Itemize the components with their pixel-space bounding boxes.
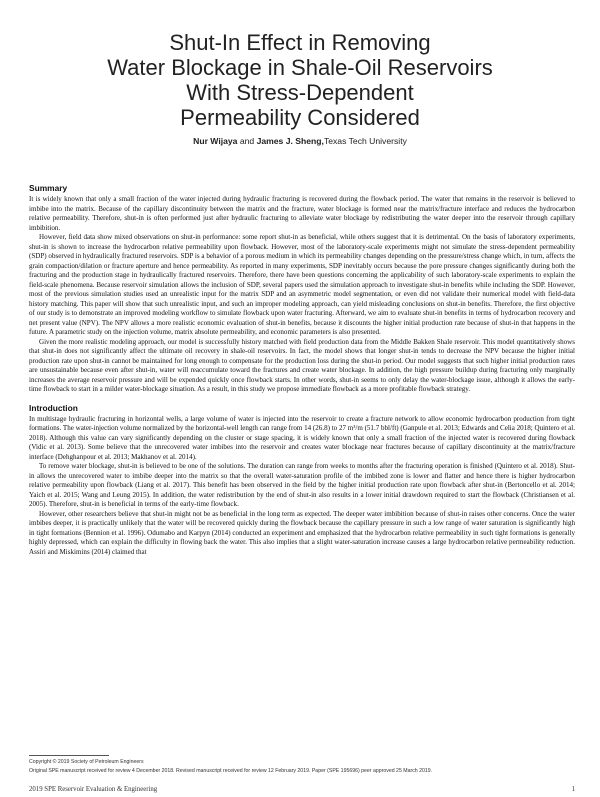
author-1: Nur Wijaya <box>193 136 238 146</box>
copyright-note: Copyright © 2019 Society of Petroleum Engineers <box>29 759 144 765</box>
summary-paragraph-1: It is widely known that only a small fraction of the water injected during hydraulic fracturing is recovered during the flowback period. The water that remains in the reservoir is believed to imbibe into the matrix. Because of the capillary discontinuity between the matrix and the fracture, water blockage is formed near the matrix/fracture interface and reduces the hydrocarbon relative permeability. Therefore, shut-in is often performed just after hydraulic fracturing to alleviate water blockage by redistributing the water deeper into the reservoir through capillary imbibition. <box>29 195 575 232</box>
author-affiliation: Texas Tech University <box>323 136 407 146</box>
introduction-paragraph-2: To remove water blockage, shut-in is believed to be one of the solutions. The duration can range from weeks to months after the fracturing operation is finished (Quintero et al. 2018). Shut-in allows the unrecovered water to imbibe deeper into the matrix so that the overall water-saturation profile of the imbibed zone is lower and flatter and hence there is higher hydrocarbon relative permeability upon flowback (Liang et al. 2017). This benefit has been observed in the field by the higher initial production rate upon flowback after shut-in (Bertoncello et al. 2014; Yaich et al. 2015; Wang and Leung 2015). In addition, the water redistribution by the end of shut-in also results in a lower initial drawdown required to start the flowback (Christiansen et al. 2005). Therefore, shut-in is beneficial in terms of the early-time flowback. <box>29 462 575 508</box>
title-line-2: Water Blockage in Shale-Oil Reservoirs <box>107 55 493 80</box>
manuscript-history-note: Original SPE manuscript received for review 4 December 2018. Revised manuscript received for review 12 February 2019. Paper (SPE 195696) peer approved 25 March 2019. <box>29 768 433 774</box>
page-number: 1 <box>571 786 575 793</box>
title-line-4: Permeability Considered <box>180 105 420 130</box>
author-conjunction: and <box>239 136 255 146</box>
author-line <box>0 136 600 146</box>
page-footer <box>29 786 575 793</box>
paper-body <box>29 183 575 557</box>
introduction-heading: Introduction <box>29 402 78 413</box>
author-2: James J. Sheng, <box>256 136 324 146</box>
introduction-paragraph-1: In multistage hydraulic fracturing in horizontal wells, a large volume of water is injected into the reservoir to create a fracture network to allow economic hydrocarbon production from tight formations. The water-injection volume normalized by the horizontal-well length can range from 14 (26.8) to 27 m³/m (51.7 bbl/ft) (Ganpule et al. 2013; Edwards and Celia 2018; Quintero et al. 2018). Although this value can vary significantly depending on the cluster or stage spacing, it is widely known that only a small fraction of the injected water is recovered during flowback (Vidic et al. 2013). Some believe that the unrecovered water imbibes into the reservoir and creates water blockage near fractures because of capillary discontinuity at the matrix/fracture interface (Dehghanpour et al. 2013; Makhanov et al. 2014). <box>29 414 575 461</box>
summary-paragraph-3: Given the more realistic modeling approach, our model is successfully history matched with field production data from the Middle Bakken Shale reservoir. This model quantitatively shows that shut-in does not significantly affect the ultimate oil recovery in shale-oil reservoirs. In fact, the model shows that longer shut-in tends to decrease the NPV because the higher initial production rate upon shut-in cannot be maintained for long enough to compensate for the production loss during the shut-in period. Our model suggests that such higher initial production rates are unsustainable because even after shut-in, water will reaccumulate toward the fractures and create water blockage. In addition, the high pressure buildup during fracturing only marginally increases the average reservoir pressure and will be expended quickly once flowback starts. In other words, shut-in seems to only delay the water-blockage issue, although it allows the early-time flowback to start in a milder water-blockage situation. As a result, in this study we propose immediate flowback as a more profitable flowback strategy. <box>29 337 575 393</box>
summary-paragraph-2: However, field data show mixed observations on shut-in performance: some report shut-in as beneficial, while others suggest that it is detrimental. On the basis of laboratory experiments, shut-in is shown to increase the hydrocarbon relative permeability upon flowback. However, most of the laboratory-scale experiments might not simulate the stress-dependent permeability (SDP) observed in hydraulically fractured reservoirs. SDP is a behavior of a porous medium in which its permeability changes depending on the pressure/stress change which, in turn, affects the grain compaction/dilation or fracture aperture and hence permeability. As reported in many experiments, SDP inevitably occurs because the pore pressure changes significantly during both the fracturing and the production stage in hydraulically fractured reservoirs. Therefore, there have been questions concerning the applicability of such laboratory-scale experiments to explain the field-scale phenomena. Because reservoir simulation allows the inclusion of SDP, several papers used the simulation approach to investigate shut-in benefits while including the SDP. However, most of the previous simulation studies used an unrealistic input for the matrix SDP and an asymmetric model segmentation, or even did not validate their numerical model with field-data history matching. This paper will show that such unrealistic input, and such an improper modeling approach, can yield misleading conclusions on shut-in benefits. Therefore, the first objective of our study is to demonstrate an improved modeling workflow to simulate flowback upon water fracturing. Afterward, we aim to evaluate shut-in benefits in terms of hydrocarbon recovery and net present value (NPV). The NPV allows a more realistic economic evaluation of shut-in benefits, because it discounts the higher initial production rate because of shut-in that happens in the future. A parametric study on the injection volume, matrix absolute permeability, and economic parameters is also presented. <box>29 233 575 336</box>
paper-title <box>0 30 600 130</box>
title-line-1: Shut-In Effect in Removing <box>169 30 431 55</box>
summary-heading: Summary <box>29 183 68 193</box>
footnote-rule <box>29 755 109 756</box>
journal-name: 2019 SPE Reservoir Evaluation & Engineering <box>29 786 158 793</box>
title-line-3: With Stress-Dependent <box>186 80 414 105</box>
introduction-paragraph-3: However, other researchers believe that shut-in might not be as beneficial in the long term as expected. The deeper water imbibition because of shut-in raises other concerns. Once the water imbibes deeper, it is practically unlikely that the water will be recovered quickly during the flowback because the capillary pressure in such a low range of water saturation is significantly high in tight formations (Bennion et al. 1996). Odumabo and Karpyn (2014) conducted an experiment and emphasized that the hydrocarbon relative permeability in such tight formations is generally highly depressed, which can explain the difficulty in flowing back the water. This also implies that a slight water-saturation increase causes a large hydrocarbon relative permeability reduction. Assiri and Miskimins (2014) claimed that <box>29 509 575 556</box>
